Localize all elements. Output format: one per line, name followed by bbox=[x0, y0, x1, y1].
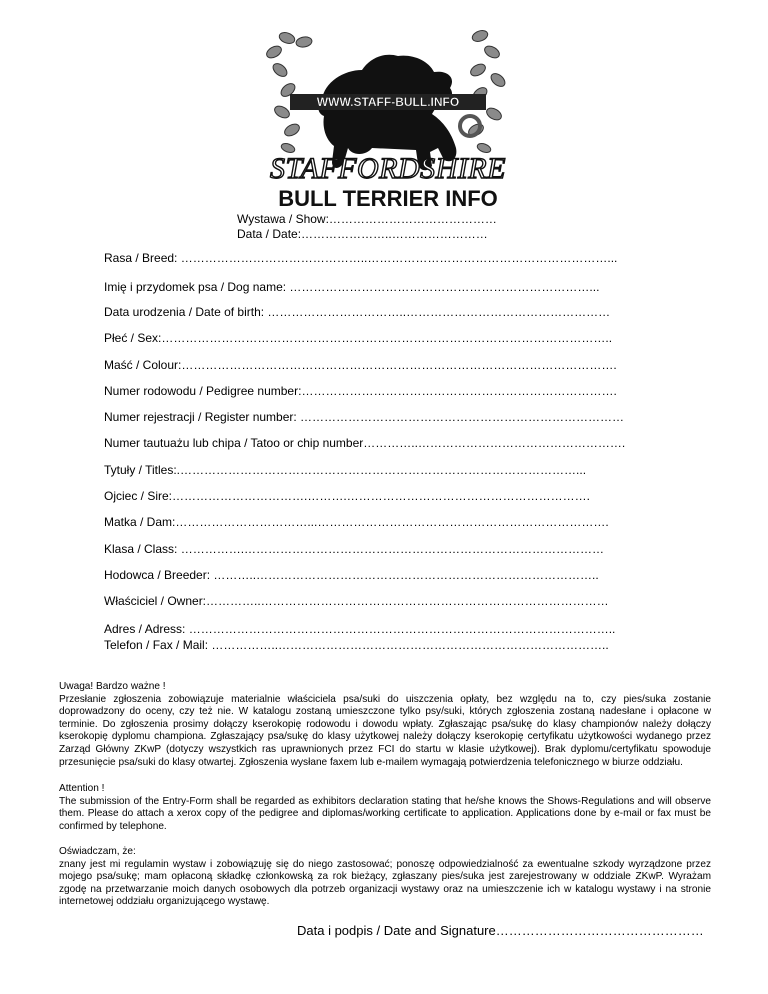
pedigree-number-field[interactable]: Numer rodowodu / Pedigree number:……………………………………………………………………. bbox=[104, 384, 617, 398]
declaration bbox=[59, 846, 711, 909]
logo-title: STAFFORDSHIRE bbox=[270, 152, 506, 185]
class-field[interactable]: Klasa / Class: …………….……………………………………………………………………………… bbox=[104, 542, 605, 556]
notice-en bbox=[59, 783, 711, 833]
register-number-field[interactable]: Numer rejestracji / Register number: ……………………………………………………………………… bbox=[104, 410, 625, 424]
dam-field[interactable]: Matka / Dam:……………………………...………………………………………………………………. bbox=[104, 515, 609, 529]
notice-pl-body: Przesłanie zgłoszenia zobowiązuje materialnie właściciela psa/suki do uiszczenia opłaty, bez względu na to, czy pies/suka zostanie doprowadzony do oceny, czy też nie. W katalogu zostaną umieszczone tylko psy/suki, których zgłoszenia zostaną nadesłane i opłacone w terminie. Do zgłoszenia prosimy dołączy kserokopię rodowodu i dowodu wpłaty. Zgłaszając psa/sukę do klasy championów należy dołączy kserokopię dyplomu championa. Zgłaszający psa/sukę do klasy użytkowej należy dołączy kserokopię certyfikatu użytkowości wydanego przez Zarząd Główny ZKwP (dotyczy wszystkich ras uprawnionych przez FCI do startu w klasie użytkowej). Brak dyplomu/certyfikatu spowoduje przesunięcie psa/suki do klasy otwartej. Zgłoszenia wysłane faxem lub e-mailem wymagają potwierdzenia telefonicznego w biurze oddziału. bbox=[59, 693, 711, 768]
show-field[interactable]: Wystawa / Show:…………………………………… bbox=[237, 212, 497, 226]
breed-field[interactable]: Rasa / Breed: ………………………………………..……………………………………………………... bbox=[104, 251, 618, 265]
colour-field[interactable]: Maść / Colour:………………………………………………………………………………………………. bbox=[104, 358, 617, 372]
logo-subtitle: BULL TERRIER INFO bbox=[278, 186, 498, 211]
show-info bbox=[237, 212, 497, 242]
declaration-heading: Oświadczam, że: bbox=[59, 846, 136, 857]
date-field[interactable]: Data / Date:…………………..…………………… bbox=[237, 227, 488, 241]
sex-field[interactable]: Płeć / Sex:………………………………………………………………………………………………….. bbox=[104, 331, 613, 345]
birth-date-field[interactable]: Data urodzenia / Date of birth: ……………………………..…………………………………………… bbox=[104, 305, 611, 319]
sire-field[interactable]: Ojciec / Sire:…………………………….……….……………………………………………………. bbox=[104, 489, 591, 503]
signature-field[interactable]: Data i podpis / Date and Signature………………………………………… bbox=[297, 923, 704, 938]
owner-field[interactable]: Właściciel / Owner:…………..…………………………………………………………………………… bbox=[104, 594, 609, 608]
dog-name-field[interactable]: Imię i przydomek psa / Dog name: …………………………………………………………………... bbox=[104, 280, 600, 294]
staffordshire-logo bbox=[252, 30, 512, 216]
breeder-field[interactable]: Hodowca / Breeder: ………..………………………………………………………………………….. bbox=[104, 568, 599, 582]
address-field[interactable]: Adres / Adress: …………………………………………………………………………………………….. bbox=[104, 622, 616, 636]
notice-en-body: The submission of the Entry-Form shall be regarded as exhibitors declaration stating that he/she knows the Shows-Regulations and will observe them. Please do attach a xerox copy of the pedigree and diplomas/working certificate to application. Applications done by e-mail or fax must be confirmed by telephone. bbox=[59, 795, 711, 832]
logo-graphic bbox=[252, 30, 512, 216]
tattoo-chip-field[interactable]: Numer tautuażu lub chipa / Tatoo or chip number…………..……………………………………………. bbox=[104, 436, 626, 450]
notice-pl bbox=[59, 681, 711, 769]
contact-field[interactable]: Telefon / Fax / Mail: ……………..……………………………………………………………………….. bbox=[104, 638, 609, 652]
titles-field[interactable]: Tytuły / Titles:.………………………………………………………………………………………... bbox=[104, 463, 587, 477]
logo-url: WWW.STAFF-BULL.INFO bbox=[316, 95, 460, 109]
declaration-body: znany jest mi regulamin wystaw i zobowiązuję się do niego zastosować; ponoszę odpowiedzialność za ewentualne szkody wyrządzone przez mojego psa/sukę; mam opłaconą składkę członkowską za rok bieżący, zgłaszany pies/suka jest zarejestrowany w oddziale ZKwP. Wyrażam zgodę na przetwarzanie moich danych osobowych dla potrzeb organizacji wystawy oraz na umieszczenie ich w katalogu wystawy i na stronie internetowej oddziału organizującego wystawę. bbox=[59, 858, 711, 908]
notice-en-heading: Attention ! bbox=[59, 783, 105, 794]
notice-pl-heading: Uwaga! Bardzo ważne ! bbox=[59, 681, 166, 692]
